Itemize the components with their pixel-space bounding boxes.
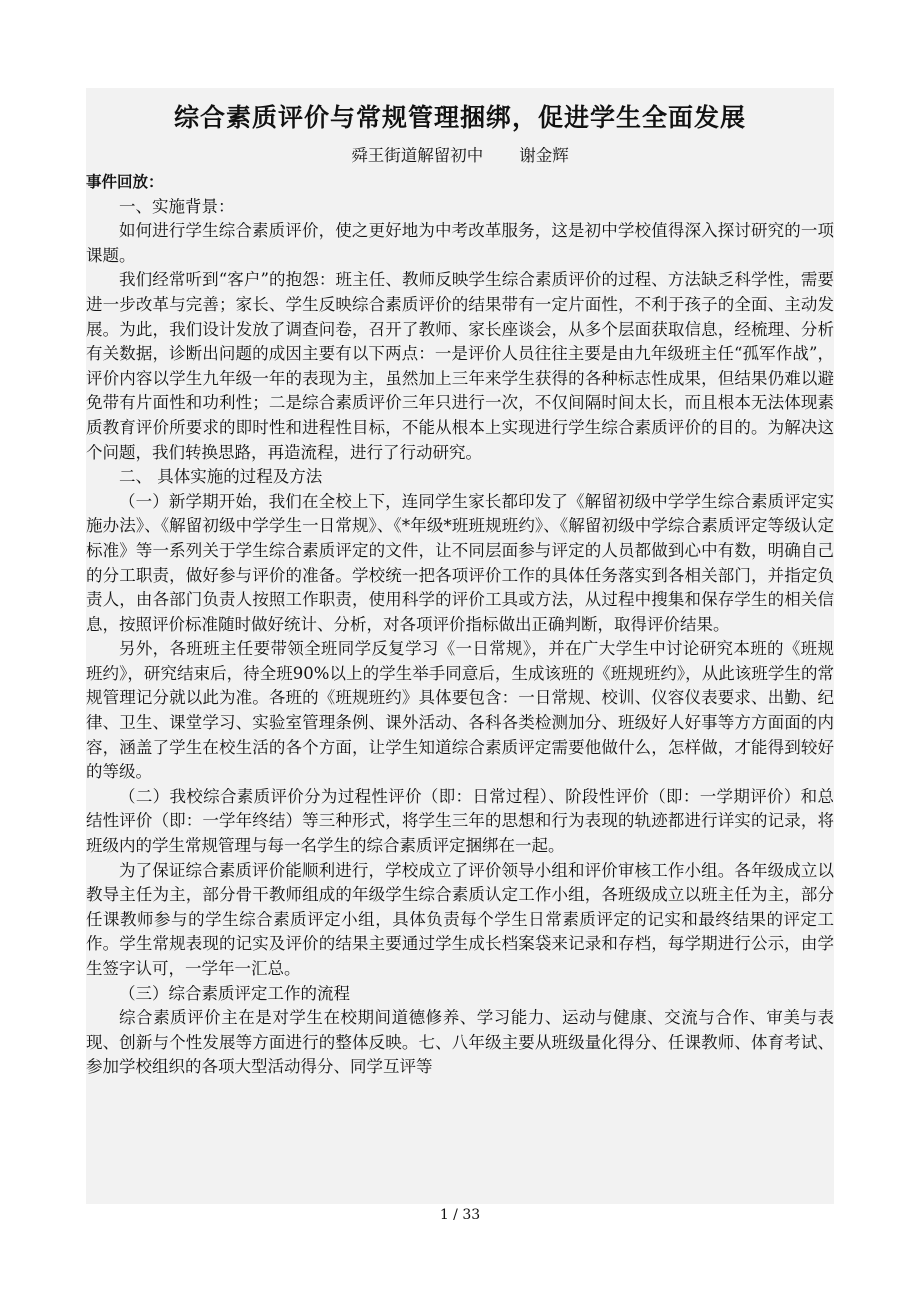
paragraph: 另外，各班班主任要带领全班同学反复学习《一日常规》，并在广大学生中讨论研究本班的《班规班约》，研究结束后，待全班90%以上的学生举手同意后，生成该班的《班规班约》，从此该班学生的常规管理记分就以此为准。各班的《班规班约》具体要包含：一日常规、校训、仪容仪表要求、出勤、纪律、卫生、课堂学习、实验室管理条例、课外活动、各科各类检测加分、班级好人好事等方方面面的内容，涵盖了学生在校生活的各个方面，让学生知道综合素质评定需要他做什么，怎样做，才能得到较好的等级。 — [86, 639, 834, 782]
author-name: 谢金辉 — [519, 146, 569, 165]
paragraph: （二）我校综合素质评价分为过程性评价（即：日常过程）、阶段性评价（即：一学期评价）和总结性评价（即：一学年终结）等三种形式，将学生三年的思想和行为表现的轨迹都进行详实的记录，将班级内的学生常规管理与每一名学生的综合素质评定捆绑在一起。 — [86, 786, 834, 856]
author-school: 舜王街道解留初中 — [351, 146, 484, 165]
heading-workflow: （三）综合素质评定工作的流程 — [119, 983, 350, 1003]
page-number: 1 / 33 — [439, 1207, 481, 1223]
body-text — [86, 170, 834, 1080]
paragraph: 我们经常听到“客户”的抱怨：班主任、教师反映学生综合素质评价的过程、方法缺乏科学性，需要进一步改革与完善；家长、学生反映综合素质评价的结果带有一定片面性，不利于孩子的全面、主动发展。为此，我们设计发放了调查问卷，召开了教师、家长座谈会，从多个层面获取信息，经梳理、分析有关数据，诊断出问题的成因主要有以下两点：一是评价人员往往主要是由九年级班主任“孤军作战”，评价内容以学生九年级一年的表现为主，虽然加上三年来学生获得的各种标志性成果，但结果仍难以避免带有片面性和功利性；二是综合素质评价三年只进行一次，不仅间隔时间太长，而且根本无法体现素质教育评价所要求的即时性和进程性目标，不能从根本上实现进行学生综合素质评价的目的。为解决这个问题，我们转换思路，再造流程，进行了行动研究。 — [86, 270, 834, 462]
paragraph: （一）新学期开始，我们在全校上下，连同学生家长都印发了《解留初级中学学生综合素质评定实施办法》、《解留初级中学学生一日常规》、《*年级*班班规班约》、《解留初级中学综合素质评定等级认定标准》等一系列关于学生综合素质评定的文件，让不同层面参与评定的人员都做到心中有数，明确自己的分工职责，做好参与评价的准备。学校统一把各项评价工作的具体任务落实到各相关部门，并指定负责人，由各部门负责人按照工作职责，使用科学的评价工具或方法，从过程中搜集和保存学生的相关信息，按照评价标准随时做好统计、分析，对各项评价指标做出正确判断，取得评价结果。 — [86, 491, 834, 634]
paragraph: 为了保证综合素质评价能顺利进行，学校成立了评价领导小组和评价审核工作小组。各年级成立以教导主任为主，部分骨干教师组成的年级学生综合素质认定工作小组，各班级成立以班主任为主，部分任课教师参与的学生综合素质评定小组，具体负责每个学生日常素质评定的记实和最终结果的评定工作。学生常规表现的记实及评价的结果主要通过学生成长档案袋来记录和存档，每学期进行公示，由学生签字认可，一学年一汇总。 — [86, 860, 834, 978]
heading-implementation: 二、 具体实施的过程及方法 — [119, 467, 323, 487]
section-label: 事件回放： — [86, 173, 164, 191]
paragraph: 如何进行学生综合素质评价，使之更好地为中考改革服务，这是初中学校值得深入探讨研究的一项课题。 — [86, 221, 834, 265]
document-title: 综合素质评价与常规管理捆绑，促进学生全面发展 — [173, 103, 746, 132]
heading-background: 一、实施背景： — [119, 196, 235, 216]
author-line — [86, 142, 834, 166]
paragraph: 综合素质评价主在是对学生在校期间道德修养、学习能力、运动与健康、交流与合作、审美与表现、创新与个性发展等方面进行的整体反映。七、八年级主要从班级量化得分、任课教师、体育考试、参加学校组织的各项大型活动得分、同学互评等 — [86, 1008, 834, 1077]
document-body — [86, 88, 834, 1204]
